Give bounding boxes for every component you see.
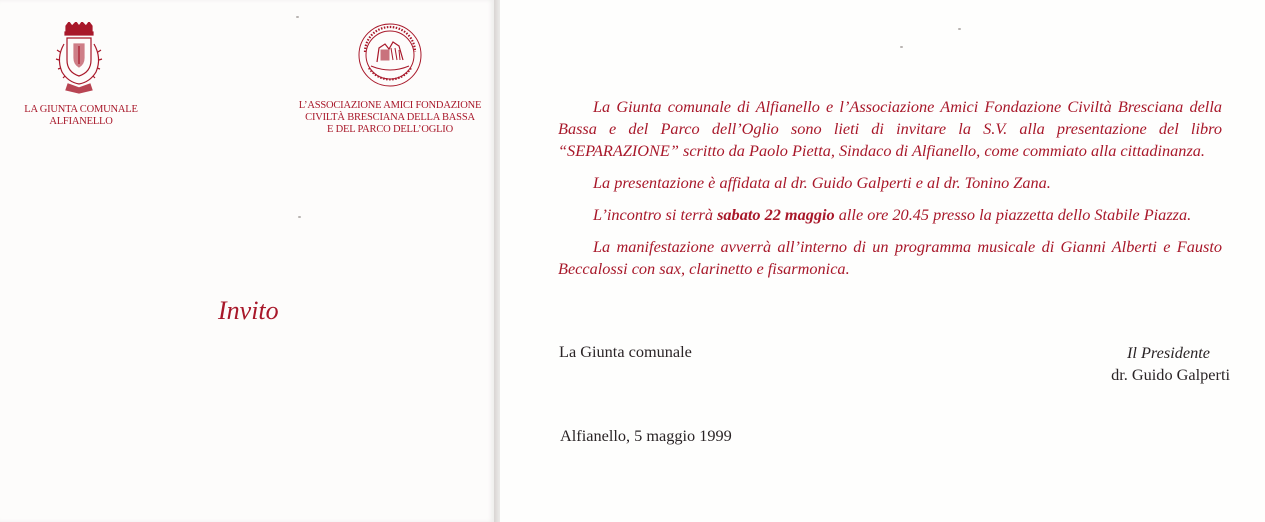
org-name-association xyxy=(292,100,488,136)
signature-municipality: La Giunta comunale xyxy=(559,342,692,361)
paper-speck xyxy=(298,216,301,218)
body-paragraph: La presentazione è affidata al dr. Guido Galperti e al dr. Tonino Zana. xyxy=(593,173,1051,192)
body-text: L’incontro si terrà xyxy=(593,205,718,224)
body-paragraph xyxy=(558,204,1222,226)
org-left-line: ALFIANELLO xyxy=(49,116,113,127)
paper-speck xyxy=(900,46,903,48)
org-right-line: CIVILTÀ BRESCIANA DELLA BASSA xyxy=(305,112,475,123)
body-text: alle ore 20.45 presso la piazzetta dello Stabile Piazza. xyxy=(834,205,1192,224)
invitation-title: Invito xyxy=(218,296,279,325)
invitation-body xyxy=(558,96,1222,290)
document-date: Alfianello, 5 maggio 1999 xyxy=(560,426,732,445)
org-right-line: E DEL PARCO DELL’OGLIO xyxy=(327,124,453,135)
org-right-line: L’ASSOCIAZIONE AMICI FONDAZIONE xyxy=(298,100,482,111)
event-date: sabato 22 maggio xyxy=(717,205,835,224)
signature-name: dr. Guido Galperti xyxy=(1111,365,1230,384)
body-paragraph: La Giunta comunale di Alfianello e l’Associazione Amici Fondazione Civiltà Bresciana della Bassa e del Parco dell’Oglio sono lieti di invitare la S.V. alla presentazione del libro “SEPARAZIONE” scritto da Paolo Pietta, Sindaco di Alfianello, come commiato alla cittadinanza. xyxy=(558,97,1222,160)
invitation-cover xyxy=(0,0,494,522)
association-seal-icon xyxy=(357,22,423,88)
signature-role: Il Presidente xyxy=(1126,343,1210,362)
body-paragraph: La manifestazione avverrà all’interno di un programma musicale di Gianni Alberti e Fausto Beccalossi con sax, clarinetto e fisarmonica. xyxy=(558,237,1222,278)
org-left-line: LA GIUNTA COMUNALE xyxy=(24,104,138,115)
signature-president xyxy=(1070,342,1230,386)
paper-speck xyxy=(296,16,299,18)
org-name-municipality xyxy=(22,104,140,128)
paper-speck xyxy=(958,28,961,30)
coat-of-arms-icon xyxy=(52,22,106,94)
